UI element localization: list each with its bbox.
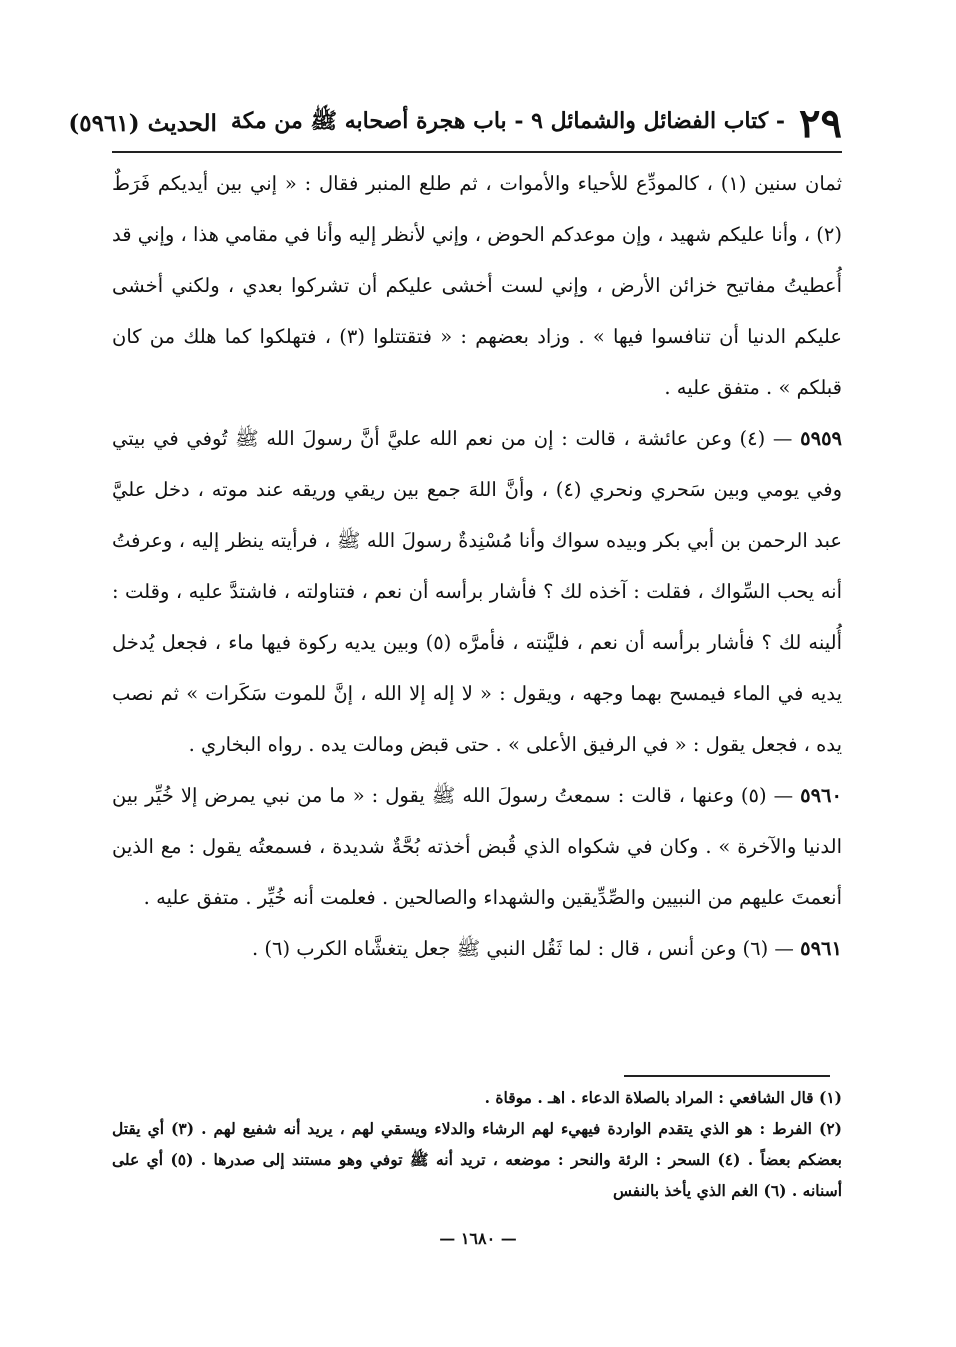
hadith-range: الحديث (٥٩٦١) [68, 109, 217, 137]
page-number: — ١٦٨٠ — [439, 1229, 517, 1248]
paragraph-text: — (٤) وعن عائشة ، قالت : إن من نعم الله عليَّ أنَّ رسولَ الله ﷺ تُوفي في بيتي وفي يومي وبين سَحري ونحري (٤) ، وأنَّ اللهَ جمع بين ريقي وريقه عند موته ، دخل عليَّ عبد الرحمن بن أبي بكر وبيده سواك وأنا مُسْنِدةٌ رسولَ الله ﷺ ، فرأيته ينظر إليه ، وعرفتُ أنه يحب السِّواك ، فقلت : آخذه لك ؟ فأشار برأسه أن نعم ، فتناولته ، فاشتدَّ عليه ، وقلت : أُلينه لك ؟ فأشار برأسه أن نعم ، فليَّنته ، فأمرَّه (٥) وبين يديه ركوة فيها ماء ، فجعل يُدخل يديه في الماء فيمسح بهما وجهه ، ويقول : « لا إله إلا الله ، إنَّ للموت سَكَرات » ثم نصب يده ، فجعل يقول : « في الرفيق الأعلى » . حتى قبض ومالت يده . رواه البخاري . [112, 427, 842, 756]
page-header [68, 99, 842, 147]
paragraph-text: ثمان سنين (١) ، كالمودِّع للأحياء والأموات ، ثم طلع المنبر فقال : « إني بين أيديكم فَرَطٌ (٢) ، وأنا عليكم شهيد ، وإن موعدكم الحوض ، وإني لأنظر إليه وأنا في مقامي هذا ، وإني قد أُعطيتُ مفاتيح خزائن الأرض ، وإني لست أخشى عليكم أن تشركوا بعدي ، ولكني أخشى عليكم الدنيا أن تنافسوا فيها » . وزاد بعضهم : « فتقتتلوا (٣) ، فتهلكوا كما هلك من كان قبلكم » . متفق عليه . [112, 172, 842, 399]
footnote: (١) قال الشافعي : المراد بالصلاة الدعاء . اهـ . موقاة . [484, 1088, 842, 1107]
paragraph [112, 923, 842, 974]
paragraph [112, 413, 842, 770]
hadith-number: ٥٩٥٩ [800, 427, 843, 450]
hadith-number: ٥٩٦١ [800, 937, 842, 960]
footnotes [112, 1082, 842, 1206]
paragraph-text: — (٦) وعن أنس ، قال : لما ثَقُل النبي ﷺ جعل يتغشَّاه الكرب (٦) . [252, 937, 794, 960]
paragraph [112, 158, 842, 413]
footnote: (٢) الفرط : هو الذي يتقدم الواردة فيهيء لهم الرشاء والدلاء ويسقي لهم ، يريد أنه شفيع لهم . (٣) أي يقتل بعضكم بعضاً . (٤) السحر : الرئة والنحر : موضعه ، تريد أنه ﷺ توفي وهو مستند إلى صدرها . (٥) أي على أسنانه . (٦) الغم الذي يأخذ بالنفس [112, 1119, 842, 1200]
header-rule [112, 151, 842, 153]
paragraph [112, 770, 842, 923]
paragraph-text: — (٥) وعنها ، قالت : سمعتُ رسولَ الله ﷺ يقول : « ما من نبي يمرض إلا خُيِّر بين الدنيا والآخرة » . وكان في شكواه الذي قُبض أخذته بُحَّةٌ شديدة ، فسمعتُه يقول : مع الذين أنعمتَ عليهم من النبيين والصِّدِّيقين والشهداء والصالحين . فعلمت أنه خُيِّر . متفق عليه . [112, 784, 842, 909]
chapter-title: - كتاب الفضائل والشمائل ٩ - باب هجرة أصحابه ﷺ من مكة [230, 108, 786, 134]
footnote-rule [624, 1075, 830, 1077]
main-text [112, 158, 842, 974]
hadith-number: ٥٩٦٠ [800, 784, 843, 807]
volume-number: ٢٩ [799, 99, 842, 147]
